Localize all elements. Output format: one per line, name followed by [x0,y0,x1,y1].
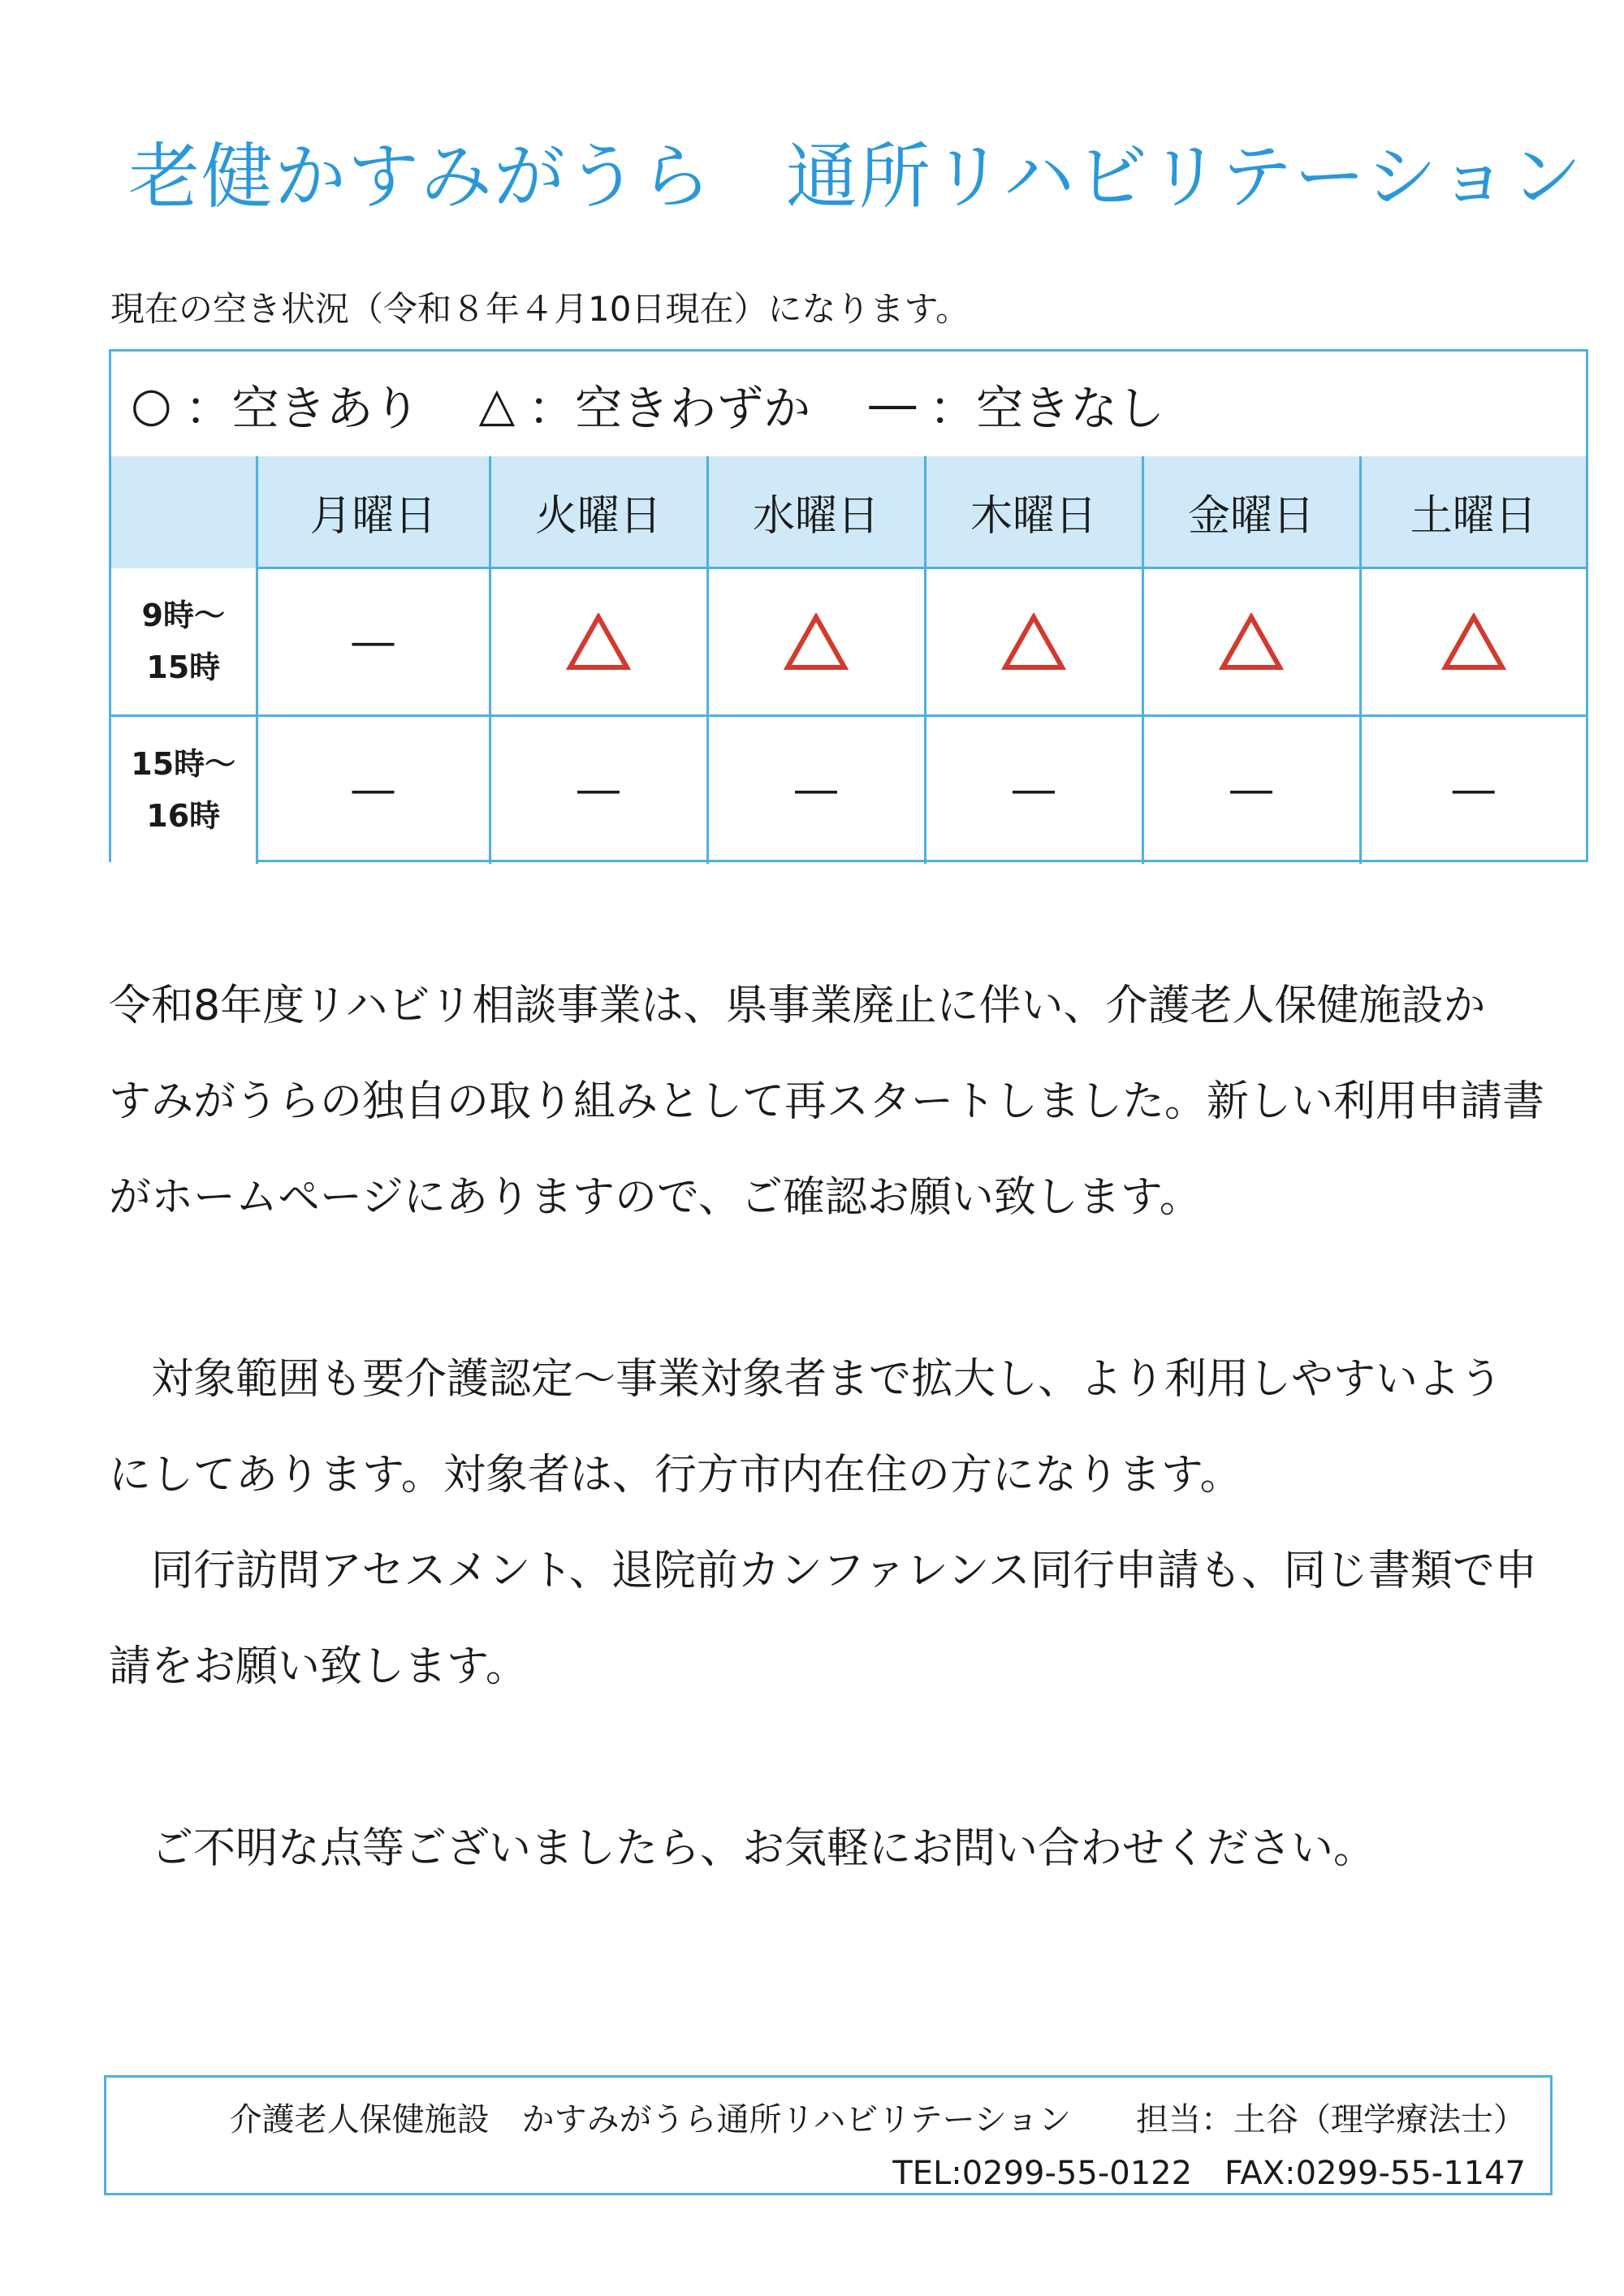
day-header-mon: 月曜日 [257,456,490,568]
availability-table-box [109,349,1588,862]
time-slot-end: 16時 [146,798,221,835]
time-slot-label [111,716,257,864]
triangle-icon: △ [478,376,516,432]
day-header-fri: 金曜日 [1142,456,1360,568]
availability-cell [1142,716,1360,864]
dash-icon: ― [1452,766,1495,815]
legend-few [479,370,811,438]
availability-cell [707,568,925,716]
triangle-icon [784,613,849,671]
day-header-wed: 水曜日 [707,456,925,568]
body-text-line: 令和8年度リハビリ相談事業は、県事業廃止に伴い、介護老人保健施設か [109,982,1486,1030]
day-header-row [111,456,1586,568]
triangle-icon [1441,613,1506,671]
dash-icon: ― [1013,766,1055,815]
contact-facility-line: 介護老人保健施設 かすみがうら通所リハビリテーション 担当：土谷（理学療法士） [229,2101,1526,2138]
time-slot-row [111,716,1586,864]
schedule-grid [111,456,1586,864]
dash-icon: ― [352,617,395,667]
time-slot-row [111,568,1586,716]
dash-icon: ― [577,766,620,815]
legend-none-label: ：空きなし [929,380,1165,436]
body-text-line: 同行訪問アセスメント、退院前カンファレンス同行申請も、同じ書類で申 [109,1547,1537,1595]
body-text-line: にしてあります。対象者は、行方市内在住の方になります。 [109,1451,1242,1500]
body-text-line: 対象範囲も要介護認定～事業対象者まで拡大し、より利用しやすいよう [109,1355,1503,1404]
triangle-icon [1219,613,1284,671]
day-header-thu: 木曜日 [925,456,1142,568]
legend-few-label: ：空きわずか [528,380,811,436]
availability-status-line: 現在の空き状況（令和８年４月10日現在）になります。 [110,289,970,329]
availability-cell [490,716,707,864]
dash-icon: ― [1230,766,1272,815]
body-text-line: 請をお願い致します。 [109,1642,528,1691]
availability-cell [1360,716,1586,864]
dash-icon: ― [869,376,917,432]
legend-available-label: ：空きあり [184,380,421,436]
time-slot-start: 15時～ [131,746,236,783]
body-text-line: すみがうらの独自の取り組みとして再スタートしました。新しい利用申請書 [109,1077,1545,1126]
day-header-sat: 土曜日 [1360,456,1586,568]
body-text-line: ご不明な点等ございましたら、お気軽にお問い合わせください。 [109,1824,1376,1873]
availability-cell [1360,568,1586,716]
availability-cell [490,568,707,716]
day-header-tue: 火曜日 [490,456,707,568]
circle-icon: ○ [131,376,172,432]
page-title: 老健かすみがうら 通所リハビリテーション [128,135,1584,218]
triangle-icon [1001,613,1066,671]
availability-cell [925,716,1142,864]
corner-cell [111,456,257,568]
legend-available [131,370,421,438]
time-slot-start: 9時～ [141,597,225,633]
time-slot-end: 15時 [146,649,221,685]
availability-cell [1142,568,1360,716]
dash-icon: ― [795,766,837,815]
availability-cell [707,716,925,864]
availability-cell [257,716,490,864]
availability-cell [925,568,1142,716]
triangle-icon [566,613,631,671]
body-text-line: がホームページにありますので、ご確認お願い致します。 [109,1173,1202,1222]
time-slot-label [111,568,257,716]
contact-phone-line: TEL:0299-55-0122 FAX:0299-55-1147 [892,2155,1526,2192]
legend-none [869,370,1164,438]
contact-box [104,2075,1553,2195]
legend-row [111,352,1586,459]
dash-icon: ― [352,766,395,815]
availability-cell [257,568,490,716]
